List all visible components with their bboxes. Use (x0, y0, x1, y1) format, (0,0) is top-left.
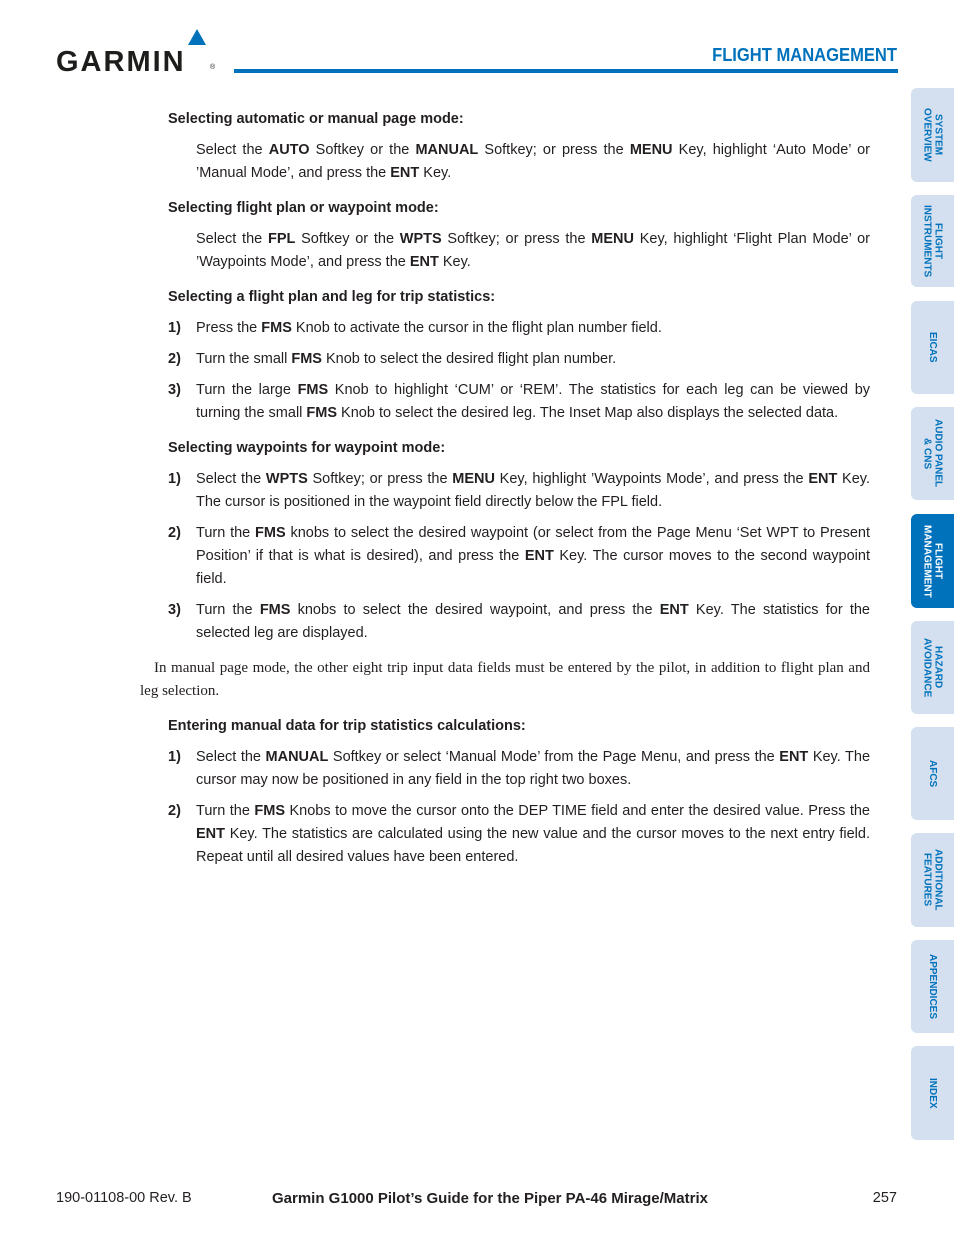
key-name: FMS (254, 803, 285, 819)
key-name: MANUAL (265, 749, 329, 765)
key-name: FMS (306, 405, 338, 421)
key-name: FMS (291, 351, 322, 367)
step-number: 3) (168, 382, 181, 398)
tab-label: AUDIO PANEL & CNS (921, 419, 944, 488)
step-number: 2) (168, 351, 181, 367)
footer-doc-number: 190-01108-00 Rev. B (56, 1190, 192, 1206)
footer-guide-title: Garmin G1000 Pilot’s Guide for the Piper PA-46 Mirage/Matrix (272, 1190, 708, 1207)
step-number: 1) (168, 471, 181, 487)
key-name: ENT (524, 548, 554, 564)
steps-waypoint-mode (140, 468, 870, 645)
key-name: MENU (452, 471, 495, 487)
key-name: ENT (779, 749, 809, 765)
tab-system-overview[interactable] (911, 88, 954, 182)
key-name: MENU (629, 142, 673, 158)
step-number: 2) (168, 803, 181, 819)
key-name: MENU (591, 231, 634, 247)
header-rule (234, 69, 898, 73)
subheading-manual-data: Entering manual data for trip statistics calculations: (168, 718, 526, 734)
step-number: 1) (168, 320, 181, 336)
procedure-step: 2) Turn the FMS knobs to select the desired waypoint (or select from the Page Menu ‘Set WPT to Present Position’ if that is what is desired), and press the ENT Key. The cursor moves to the second waypoint field. (196, 522, 870, 591)
page-content (140, 108, 870, 877)
steps-manual-data (140, 746, 870, 869)
subheading-page-mode: Selecting automatic or manual page mode: (168, 111, 464, 127)
tab-label: SYSTEM OVERVIEW (921, 108, 944, 162)
garmin-delta-icon (187, 28, 207, 46)
tab-label: INDEX (927, 1077, 938, 1109)
tab-index[interactable] (911, 1046, 954, 1140)
key-name: FMS (259, 602, 291, 618)
key-name: FPL (267, 231, 296, 247)
tab-label: FLIGHT MANAGEMENT (921, 524, 944, 598)
tab-label: EICAS (927, 332, 938, 363)
procedure-step: 1) Select the WPTS Softkey; or press the MENU Key, highlight ’Waypoints Mode’, and press the ENT Key. The cursor is positioned in the waypoint field directly below the FPL field. (196, 468, 870, 514)
key-name: FMS (297, 382, 329, 398)
tab-hazard-avoidance[interactable] (911, 621, 954, 714)
tab-flight-management[interactable] (911, 514, 954, 608)
registered-mark: ® (210, 64, 216, 71)
key-name: FMS (261, 320, 292, 336)
key-name: FMS (255, 525, 286, 541)
garmin-logo (56, 28, 220, 76)
paragraph-plan-mode: Select the FPL Softkey or the WPTS Softkey; or press the MENU Key, highlight ‘Flight Plan Mode’ or ’Waypoints Mode’, and press the ENT Key. (196, 231, 870, 270)
procedure-step: 1) Press the FMS Knob to activate the cursor in the flight plan number field. (196, 317, 870, 340)
subheading-waypoint-mode: Selecting waypoints for waypoint mode: (168, 440, 446, 456)
step-number: 2) (168, 525, 181, 541)
key-name: MANUAL (415, 142, 479, 158)
subheading-plan-mode: Selecting flight plan or waypoint mode: (168, 200, 439, 216)
tab-label: APPENDICES (927, 953, 938, 1019)
key-name: ENT (808, 471, 838, 487)
key-name: ENT (196, 826, 225, 842)
step-number: 3) (168, 602, 181, 618)
key-name: ENT (659, 602, 689, 618)
tab-additional-features[interactable] (911, 833, 954, 927)
tab-appendices[interactable] (911, 940, 954, 1033)
tab-label: HAZARD AVOIDANCE (921, 637, 944, 698)
procedure-step: 1) Select the MANUAL Softkey or select ‘Manual Mode’ from the Page Menu, and press the ENT Key. The cursor may now be positioned in any field in the top right two boxes. (196, 746, 870, 792)
garmin-wordmark: GARMIN (56, 46, 186, 78)
key-name: WPTS (399, 231, 442, 247)
key-name: WPTS (265, 471, 308, 487)
key-name: AUTO (268, 142, 310, 158)
tab-audio-panel[interactable] (911, 407, 954, 500)
steps-trip-leg (140, 317, 870, 425)
paragraph-page-mode: Select the AUTO Softkey or the MANUAL Softkey; or press the MENU Key, highlight ‘Auto Mode’ or ’Manual Mode’, and press the ENT Key. (196, 142, 871, 181)
section-title: FLIGHT MANAGEMENT (712, 45, 897, 65)
tab-label: AFCS (927, 759, 938, 788)
tab-afcs[interactable] (911, 727, 954, 820)
key-name: ENT (409, 254, 439, 270)
tab-label: ADDITIONAL FEATURES (921, 849, 944, 911)
subheading-trip-leg: Selecting a flight plan and leg for trip statistics: (168, 289, 496, 305)
tab-flight-instruments[interactable] (911, 195, 954, 287)
procedure-step: 3) Turn the large FMS Knob to highlight ‘CUM’ or ‘REM’. The statistics for each leg can be viewed by turning the small FMS Knob to select the desired leg. The Inset Map also displays the selected data. (196, 379, 870, 425)
procedure-step: 3) Turn the FMS knobs to select the desired waypoint, and press the ENT Key. The statistics for the selected leg are displayed. (196, 599, 870, 645)
step-number: 1) (168, 749, 181, 765)
footer-page-number: 257 (872, 1190, 897, 1206)
procedure-step: 2) Turn the FMS Knobs to move the cursor onto the DEP TIME field and enter the desired value. Press the ENT Key. The statistics are calculated using the new value and the cursor moves to the next entry field. Repeat until all desired values have been entered. (196, 800, 870, 869)
tab-eicas[interactable] (911, 301, 954, 394)
tab-label: FLIGHT INSTRUMENTS (921, 204, 944, 278)
procedure-step: 2) Turn the small FMS Knob to select the desired flight plan number. (196, 348, 870, 371)
key-name: ENT (390, 165, 420, 181)
body-paragraph: In manual page mode, the other eight trip input data fields must be entered by the pilot, in addition to flight plan and leg selection. (140, 660, 870, 699)
